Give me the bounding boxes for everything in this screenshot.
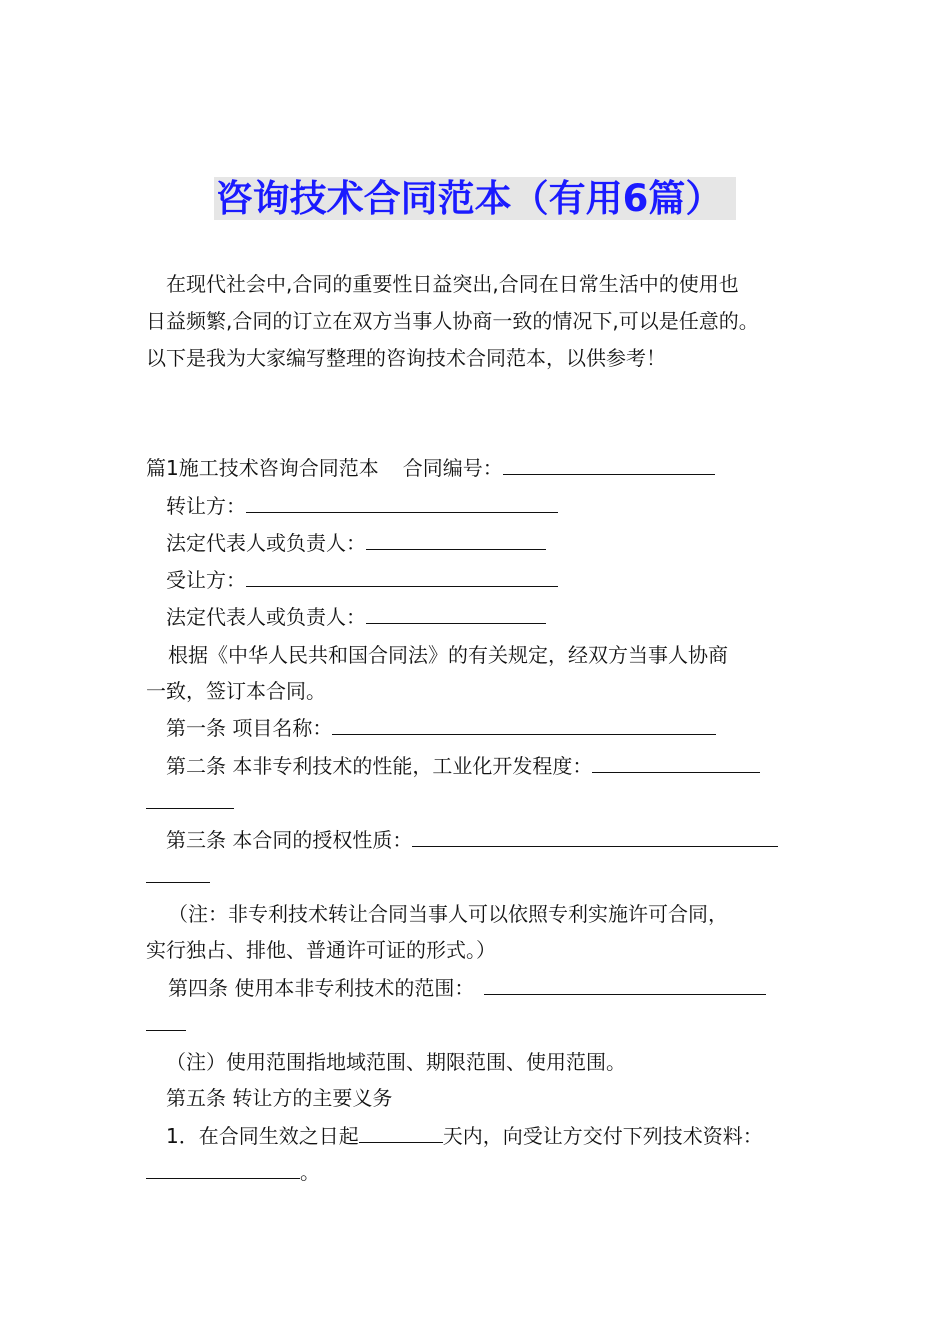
intro-line: 在现代社会中,合同的重要性日益突出,合同在日常生活中的使用也 (166, 272, 739, 296)
article-5: 第五条 转让方的主要义务 (166, 1086, 393, 1110)
article-4-label: 第四条 使用本非专利技术的范围： (168, 976, 475, 1000)
transferee-blank[interactable] (246, 566, 558, 587)
technical-data-blank[interactable] (146, 1158, 300, 1179)
note-1-cont: 实行独占、排他、普通许可证的形式。） (146, 938, 496, 962)
article-3-continuation (146, 862, 210, 890)
item-1-start: 1．在合同生效之日起 (166, 1124, 359, 1148)
performance-blank-cont[interactable] (146, 788, 234, 809)
legal-rep-line-1 (146, 529, 546, 557)
days-blank[interactable] (359, 1122, 443, 1143)
performance-blank[interactable] (592, 752, 760, 773)
note-1: （注：非专利技术转让合同当事人可以依照专利实施许可合同， (168, 902, 728, 926)
transferee-line (146, 566, 558, 594)
basis-line: 根据《中华人民共和国合同法》的有关规定，经双方当事人协商 (168, 643, 728, 667)
intro-line: 以下是我为大家编写整理的咨询技术合同范本，以供参考！ (146, 346, 666, 370)
legal-rep-label-2: 法定代表人或负责人： (166, 605, 366, 629)
legal-rep-line-2 (146, 603, 546, 631)
legal-rep-blank-1[interactable] (366, 529, 546, 550)
contract-heading-line (146, 454, 715, 482)
contract-heading: 篇1施工技术咨询合同范本 (146, 456, 379, 480)
item-1 (146, 1122, 763, 1150)
article-1 (146, 714, 716, 742)
article-3 (146, 826, 778, 854)
transferor-label: 转让方： (166, 494, 246, 518)
item-1-end: 天内，向受让方交付下列技术资料： (442, 1124, 763, 1148)
page-title-text: 咨询技术合同范本（有用6篇） (214, 177, 737, 220)
article-3-label: 第三条 本合同的授权性质： (166, 828, 413, 852)
item-1-period: 。 (300, 1160, 320, 1184)
scope-blank[interactable] (484, 974, 766, 995)
page-title (0, 176, 950, 222)
article-4-continuation (146, 1010, 186, 1038)
legal-rep-label-1: 法定代表人或负责人： (166, 531, 366, 555)
basis-line: 一致，签订本合同。 (146, 679, 326, 703)
article-1-label: 第一条 项目名称： (166, 716, 333, 740)
item-1-continuation (146, 1158, 320, 1186)
project-name-blank[interactable] (332, 714, 716, 735)
authorization-blank-cont[interactable] (146, 862, 210, 883)
contract-no-blank[interactable] (503, 454, 715, 475)
transferor-line (146, 492, 558, 520)
note-2: （注）使用范围指地域范围、期限范围、使用范围。 (166, 1050, 626, 1074)
intro-paragraph (146, 266, 826, 377)
contract-no-label: 合同编号： (402, 456, 503, 480)
transferor-blank[interactable] (246, 492, 558, 513)
authorization-blank[interactable] (412, 826, 778, 847)
intro-line: 日益频繁,合同的订立在双方当事人协商一致的情况下,可以是任意的。 (146, 309, 759, 333)
legal-rep-blank-2[interactable] (366, 603, 546, 624)
article-2 (146, 752, 760, 780)
article-2-label: 第二条 本非专利技术的性能，工业化开发程度： (166, 754, 593, 778)
article-2-continuation (146, 788, 234, 816)
scope-blank-cont[interactable] (146, 1010, 186, 1031)
article-4 (146, 974, 766, 1002)
transferee-label: 受让方： (166, 568, 246, 592)
